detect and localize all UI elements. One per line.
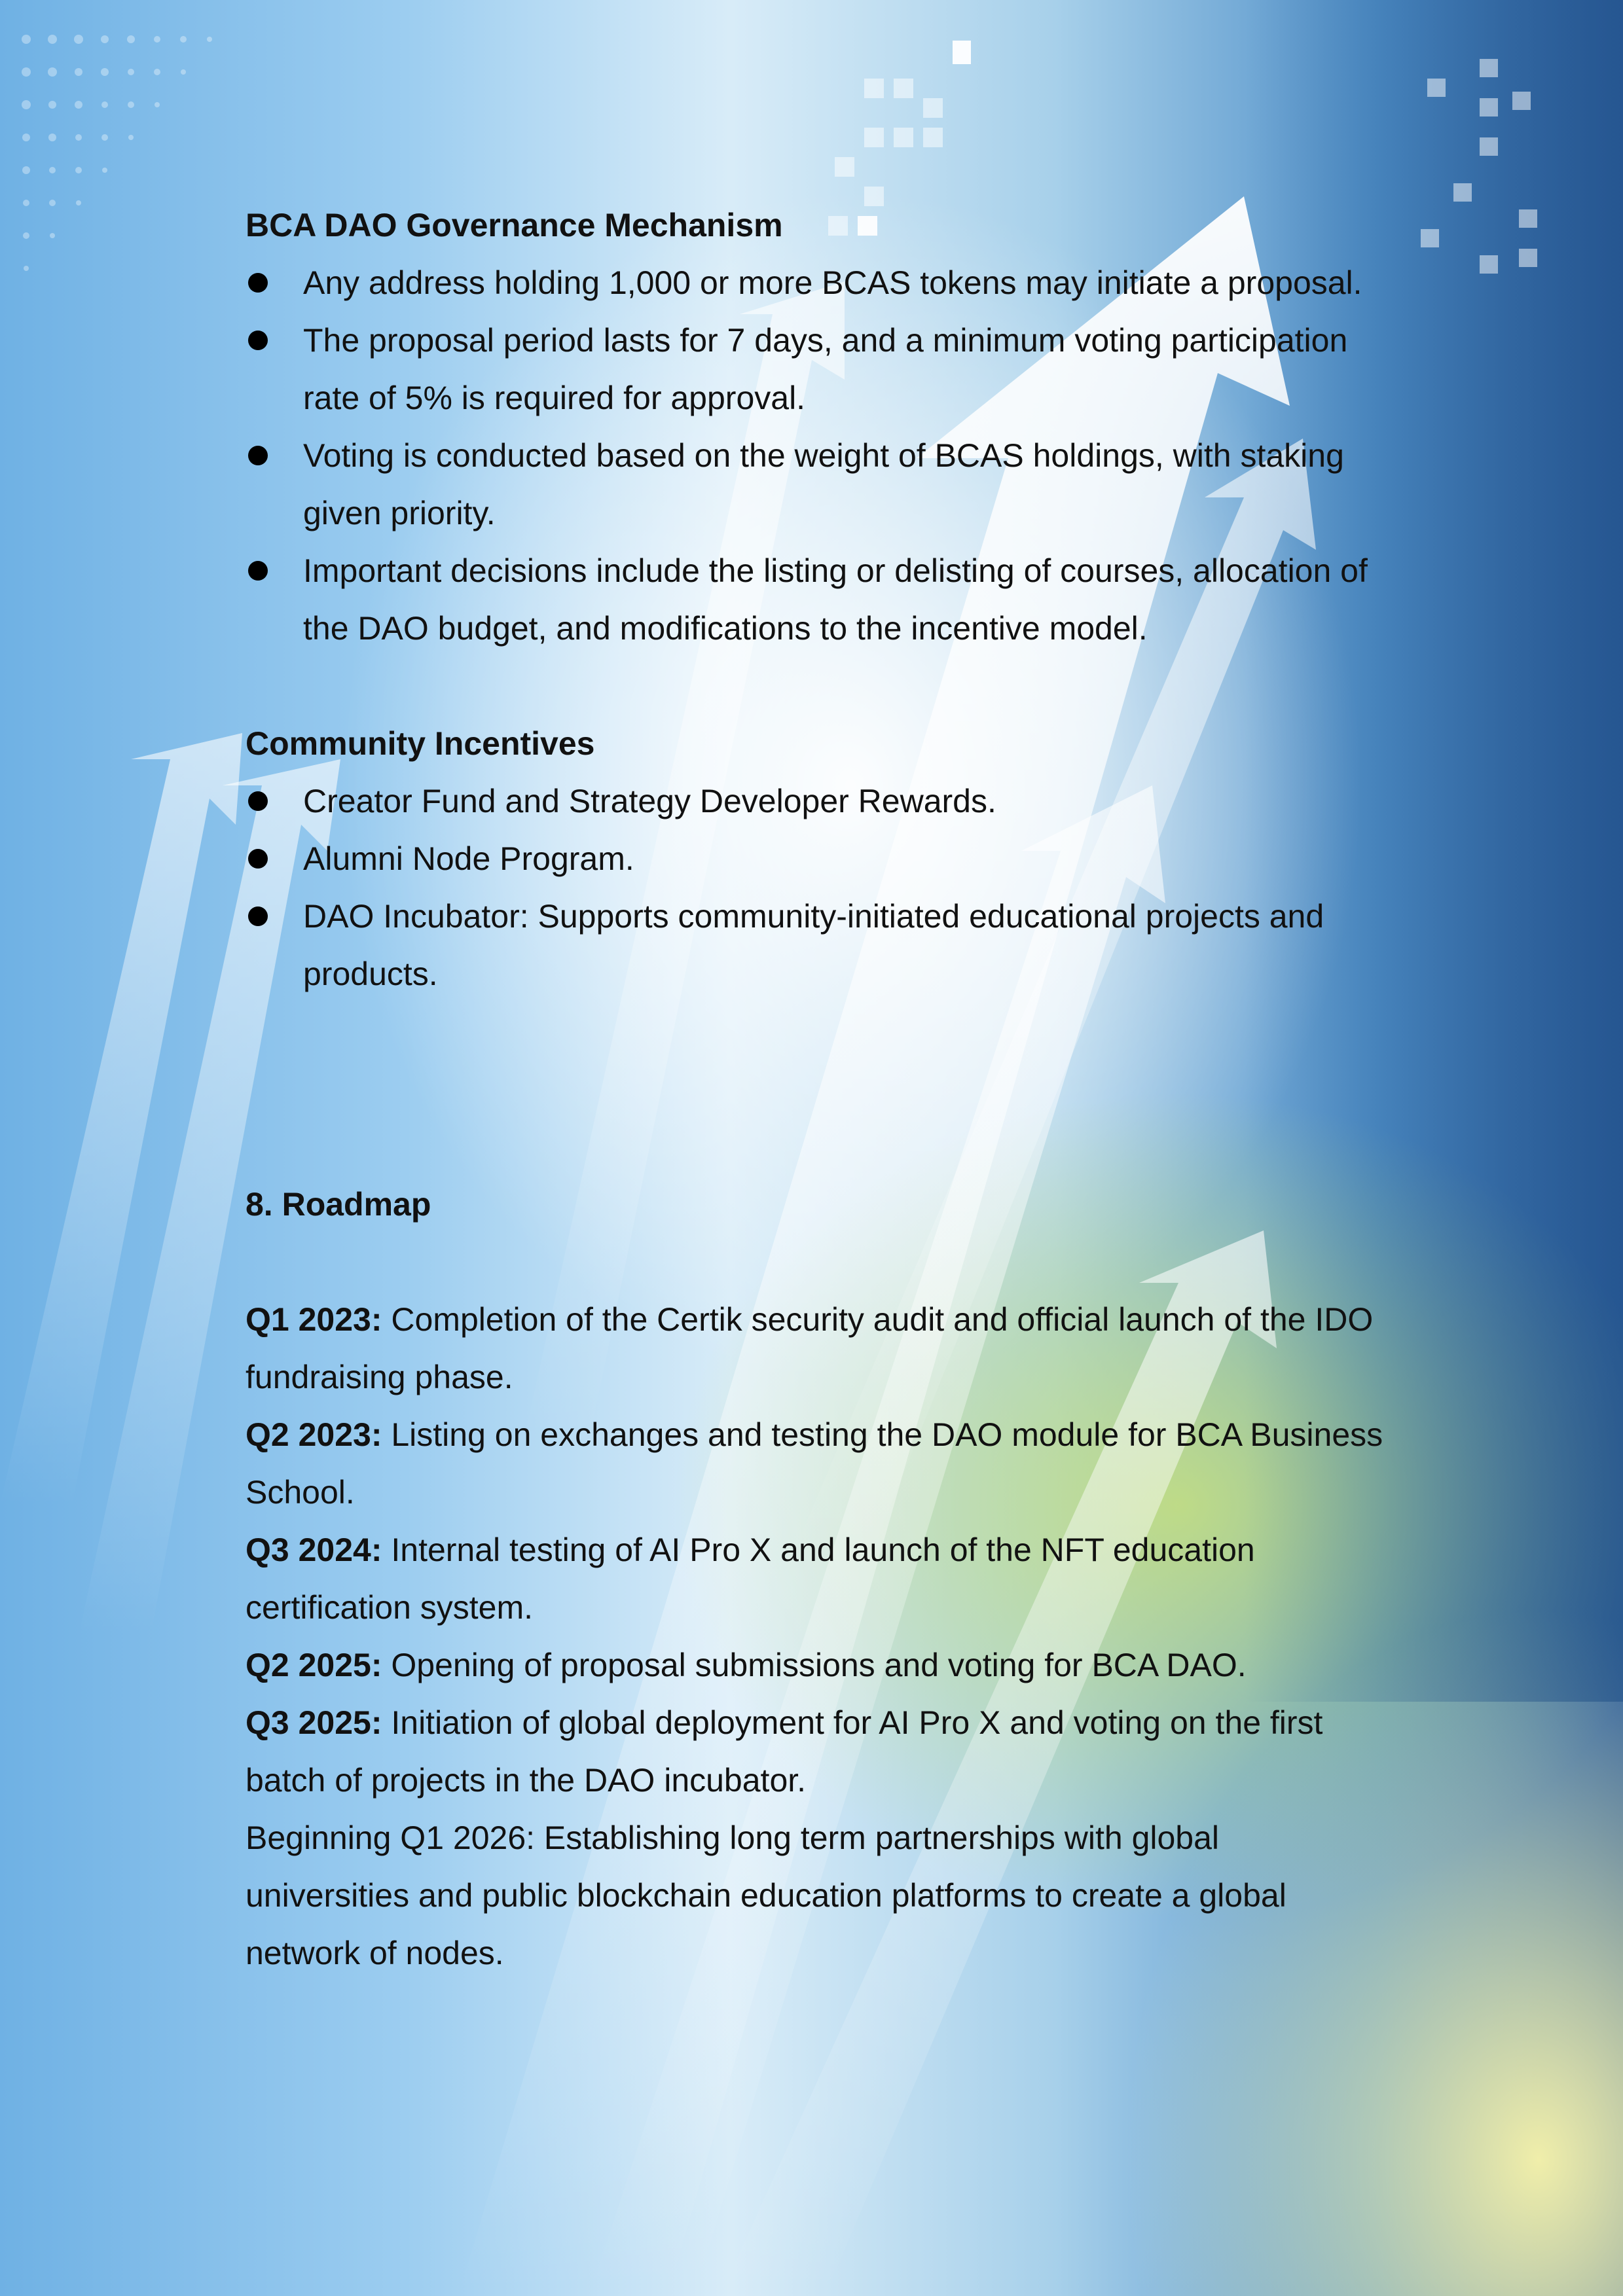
roadmap-quarter: Q2 2023: <box>246 1416 382 1453</box>
list-item: Important decisions include the listing or delisting of courses, allocation of the DAO budget, and modifications to the incentive model. <box>246 542 1385 657</box>
roadmap-entry <box>246 1291 1385 1406</box>
list-item: The proposal period lasts for 7 days, and a minimum voting participation rate of 5% is required for approval. <box>246 312 1385 427</box>
roadmap-entry <box>246 1694 1385 1809</box>
list-item: Alumni Node Program. <box>246 830 1385 888</box>
list-item: DAO Incubator: Supports community-initiated educational projects and products. <box>246 888 1385 1003</box>
roadmap-quarter: Q2 2025: <box>246 1647 382 1683</box>
roadmap-list <box>246 1291 1385 1982</box>
roadmap-text: Initiation of global deployment for AI Pro X and voting on the first batch of projects in the DAO incubator. <box>246 1704 1323 1799</box>
roadmap-closing: Beginning Q1 2026: Establishing long term partnerships with global universities and public blockchain education platforms to create a global network of nodes. <box>246 1820 1286 1971</box>
roadmap-entry <box>246 1636 1385 1694</box>
roadmap-entry <box>246 1406 1385 1521</box>
incentives-heading: Community Incentives <box>246 725 595 762</box>
governance-list <box>246 254 1385 657</box>
roadmap-quarter: Q1 2023: <box>246 1301 382 1338</box>
roadmap-quarter: Q3 2025: <box>246 1704 382 1741</box>
incentives-list <box>246 772 1385 1003</box>
roadmap-text: Internal testing of AI Pro X and launch of the NFT education certification system. <box>246 1532 1255 1626</box>
roadmap-entry <box>246 1521 1385 1636</box>
roadmap-text: Opening of proposal submissions and voting for BCA DAO. <box>382 1647 1247 1683</box>
roadmap-heading: 8. Roadmap <box>246 1186 431 1223</box>
list-item: Voting is conducted based on the weight of BCAS holdings, with staking given priority. <box>246 427 1385 542</box>
roadmap-text: Listing on exchanges and testing the DAO module for BCA Business School. <box>246 1416 1383 1511</box>
list-item: Any address holding 1,000 or more BCAS tokens may initiate a proposal. <box>246 254 1385 312</box>
roadmap-quarter: Q3 2024: <box>246 1532 382 1568</box>
governance-heading: BCA DAO Governance Mechanism <box>246 207 783 243</box>
roadmap-text: Completion of the Certik security audit and official launch of the IDO fundraising phase. <box>246 1301 1374 1395</box>
document-body <box>246 196 1385 1982</box>
list-item: Creator Fund and Strategy Developer Rewards. <box>246 772 1385 830</box>
